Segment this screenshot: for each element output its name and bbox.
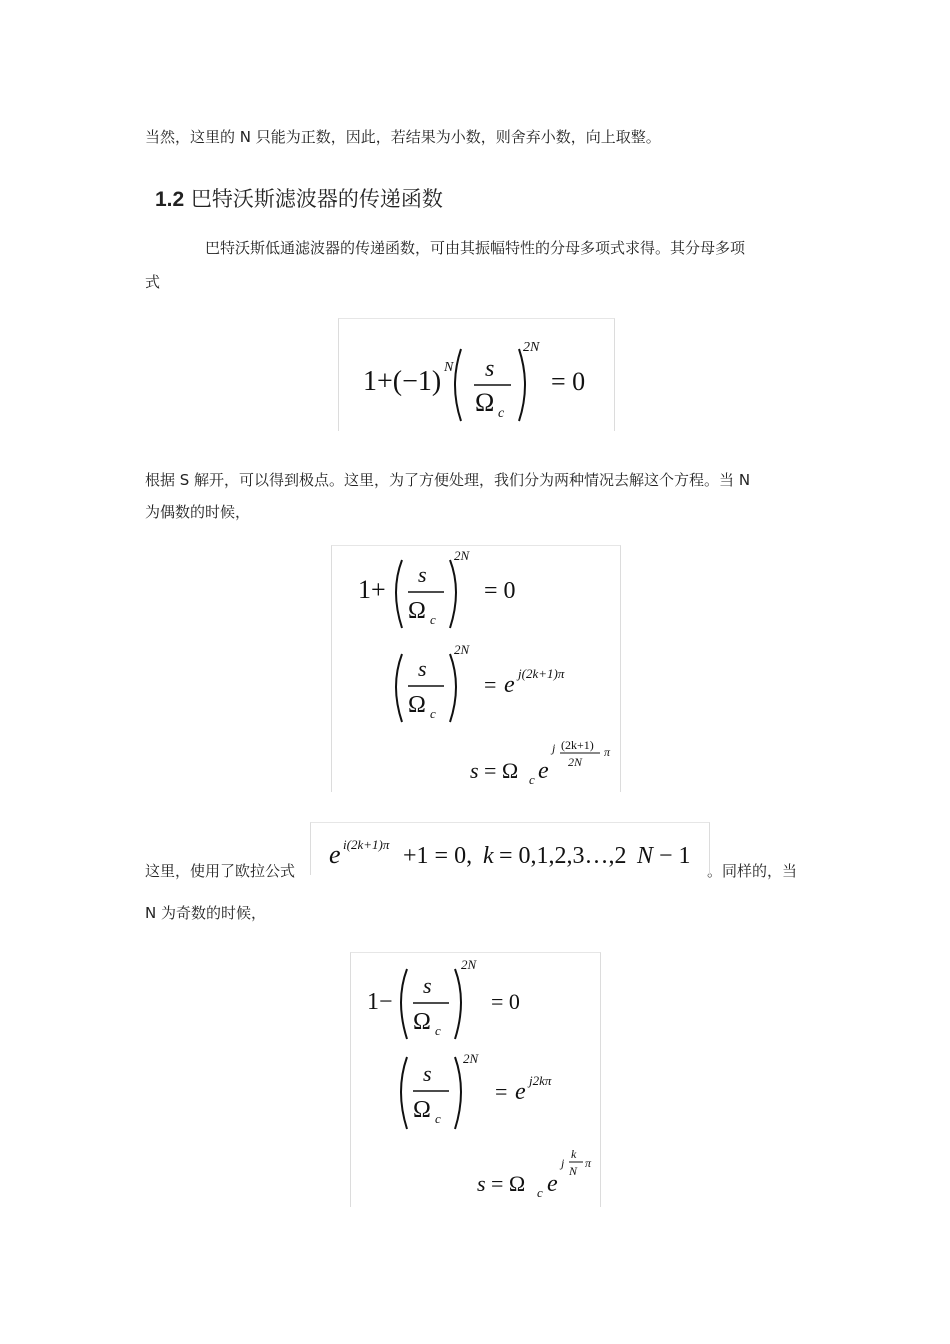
svg-text:j(2k+1)π: j(2k+1)π [518,666,565,681]
equation-image [339,319,614,431]
paragraph-poles [145,467,810,525]
svg-text:c: c [435,1023,441,1038]
svg-text:N: N [569,1164,578,1178]
section-heading [155,183,443,213]
svg-text:=: = [495,1079,508,1104]
svg-text:= 0,1,2,3…,2: = 0,1,2,3…,2 [499,843,627,869]
paragraph-line: 式 [145,273,161,291]
svg-text:− 1: − 1 [659,843,691,869]
svg-text:i(2k+1)π: i(2k+1)π [343,837,390,852]
svg-text:s: s [423,1061,432,1086]
svg-text:s: s [485,356,495,382]
svg-text:j: j [561,1156,565,1170]
svg-text:(2k+1): (2k+1) [561,738,594,752]
svg-text:Ω: Ω [413,1097,431,1123]
equation-image [311,823,709,875]
svg-text:π: π [604,745,611,759]
svg-text:Ω: Ω [413,1009,431,1035]
svg-text:N: N [637,843,654,869]
section-number: 1.2 [155,188,185,211]
section-title: 巴特沃斯滤波器的传递函数 [190,187,443,211]
svg-text:2N: 2N [461,957,477,972]
paragraph-text: N 为奇数的时候， [145,904,266,922]
paragraph-text: 这里，使用了欧拉公式 [145,862,296,880]
equation-main-polynomial [338,318,615,431]
svg-text:k: k [571,1147,577,1161]
svg-text:j2kπ: j2kπ [529,1073,552,1088]
svg-text:N: N [444,360,454,375]
paragraph-line: 为偶数的时候， [145,503,251,521]
svg-text:Ω: Ω [475,388,495,417]
equation-euler [310,822,710,875]
equation-odd-case [350,952,601,1207]
svg-text:2N: 2N [568,755,583,769]
svg-text:e: e [538,758,549,784]
svg-text:s: s [477,1171,486,1196]
paragraph-text: 。同样的，当 [707,862,798,880]
svg-text:= 0: = 0 [551,367,586,396]
svg-text:2N: 2N [523,340,540,355]
svg-text:= Ω: = Ω [491,1171,526,1196]
svg-text:e: e [504,672,515,698]
svg-text:k: k [483,843,494,869]
svg-text:c: c [537,1185,543,1200]
svg-text:s: s [470,758,479,783]
equation-image [351,953,600,1207]
svg-text:1+: 1+ [358,575,386,604]
svg-text:Ω: Ω [408,598,426,624]
svg-text:s: s [418,656,427,681]
svg-text:= 0: = 0 [484,578,516,604]
svg-text:c: c [435,1111,441,1126]
svg-text:s: s [418,562,427,587]
svg-text:c: c [430,706,436,721]
svg-text:+1 = 0,: +1 = 0, [403,843,473,869]
svg-text:c: c [498,406,505,421]
paragraph-line: 根据 S 解开，可以得到极点。这里，为了方便处理，我们分为两种情况去解这个方程。当 N [145,471,751,489]
svg-text:Ω: Ω [408,692,426,718]
paragraph-n-note [145,124,810,150]
paragraph-line: 巴特沃斯低通滤波器的传递函数，可由其振幅特性的分母多项式求得。其分母多项 [205,239,746,257]
svg-text:2N: 2N [454,548,470,563]
svg-text:s: s [423,973,432,998]
equation-image [332,546,620,792]
paragraph-odd-intro [145,900,810,926]
svg-text:= Ω: = Ω [484,758,519,783]
svg-text:π: π [585,1156,592,1170]
svg-text:e: e [329,840,341,869]
svg-text:= 0: = 0 [491,989,520,1014]
svg-text:2N: 2N [454,642,470,657]
svg-text:e: e [547,1171,558,1197]
svg-text:1+(−1): 1+(−1) [363,366,442,397]
paragraph-transfer-intro [145,235,810,295]
paragraph-text: 当然，这里的 N 只能为正数，因此，若结果为小数，则舍弃小数，向上取整。 [145,128,661,146]
svg-text:e: e [515,1079,526,1105]
svg-text:=: = [484,672,497,697]
svg-text:j: j [552,741,556,755]
svg-text:c: c [529,772,535,787]
svg-text:c: c [430,612,436,627]
svg-text:2N: 2N [463,1051,479,1066]
svg-text:1−: 1− [367,989,393,1015]
equation-even-case [331,545,621,792]
